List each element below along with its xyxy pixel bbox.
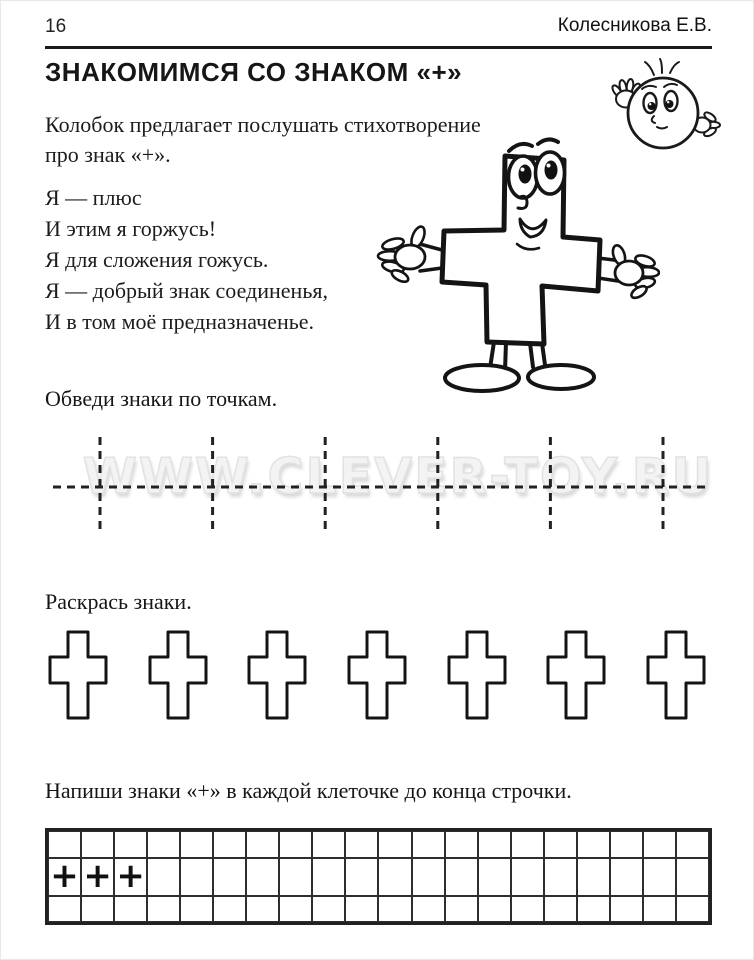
plus-right-hand	[611, 244, 660, 300]
plus-right-foot	[528, 365, 594, 389]
grid-cell	[478, 896, 511, 923]
grid-cell	[610, 831, 643, 858]
plus-nose	[518, 196, 527, 208]
plus-left-eye	[509, 156, 538, 198]
grid-cell	[445, 831, 478, 858]
plus-left-eyebrow	[509, 144, 532, 151]
kolobok-left-hand	[611, 79, 642, 108]
grid-cell	[412, 858, 445, 896]
page-title: ЗНАКОМИМСЯ СО ЗНАКОМ «+»	[45, 57, 463, 87]
cross-outline	[247, 630, 307, 720]
intro-line: Колобок предлагает послушать стихотворение	[45, 112, 481, 137]
grid-cell-plus: +	[48, 858, 81, 896]
grid-cell	[610, 896, 643, 923]
grid-cell	[213, 858, 246, 896]
grid-cell	[445, 896, 478, 923]
grid-cell	[246, 831, 279, 858]
grid-cell	[345, 831, 378, 858]
watermark: WWW.CLEVER-TOY.RU	[82, 448, 714, 505]
cross-outline	[48, 630, 108, 720]
color-crosses-row	[48, 629, 706, 721]
grid-cell	[643, 896, 676, 923]
plus-right-eye	[536, 152, 565, 194]
plus-left-foot	[445, 365, 519, 391]
intro-text	[45, 110, 481, 170]
grid-cell	[180, 896, 213, 923]
grid-cell	[676, 896, 709, 923]
task-label-trace: Обведи знаки по точкам.	[45, 386, 278, 411]
grid-cell	[577, 858, 610, 896]
grid-cell	[478, 831, 511, 858]
grid-cell	[445, 858, 478, 896]
grid-cell	[48, 831, 81, 858]
author-name: Колесникова Е.В.	[557, 15, 712, 36]
plus-left-hand	[378, 225, 427, 284]
cross-outline	[347, 630, 407, 720]
poem-line: И этим я горжусь!	[45, 216, 217, 241]
plus-mouth	[520, 219, 546, 237]
task-label-write: Напиши знаки «+» в каждой клеточке до конца строчки.	[45, 778, 572, 803]
poem-line: Я — плюс	[45, 185, 142, 210]
grid-cell	[378, 831, 411, 858]
grid-cell	[147, 896, 180, 923]
grid-cell	[345, 896, 378, 923]
grid-cell	[511, 831, 544, 858]
grid-cell	[577, 831, 610, 858]
grid-cell	[279, 858, 312, 896]
grid-cell	[676, 831, 709, 858]
page-number: 16	[45, 16, 67, 37]
grid-cell	[643, 831, 676, 858]
grid-cell	[114, 896, 147, 923]
grid-cell	[544, 831, 577, 858]
grid-cell-plus: +	[81, 858, 114, 896]
plus-right-eyebrow	[538, 139, 558, 144]
grid-cell	[610, 858, 643, 896]
grid-cell	[544, 858, 577, 896]
grid-cell	[213, 896, 246, 923]
cross-outline	[447, 630, 507, 720]
trace-row	[45, 433, 712, 537]
trace-crosses-svg	[45, 433, 712, 537]
grid-cell	[180, 831, 213, 858]
grid-cell	[279, 831, 312, 858]
kolobok-left-eye	[644, 93, 657, 113]
grid-cell	[312, 831, 345, 858]
poem-line: И в том моё предназначенье.	[45, 309, 315, 334]
grid-cell	[312, 896, 345, 923]
grid-cell	[412, 831, 445, 858]
grid-cell	[511, 858, 544, 896]
grid-cell	[312, 858, 345, 896]
poem	[45, 182, 328, 337]
task-label-color: Раскрась знаки.	[45, 589, 192, 614]
grid-cell	[511, 896, 544, 923]
intro-line: про знак «+».	[45, 142, 171, 167]
kolobok-head	[628, 78, 698, 148]
grid-cell	[577, 896, 610, 923]
grid-cell	[81, 896, 114, 923]
grid-cell	[378, 858, 411, 896]
kolobok-illustration	[598, 58, 740, 170]
grid-cell	[246, 858, 279, 896]
grid-cell	[114, 831, 147, 858]
poem-line: Я — добрый знак соединенья,	[45, 278, 328, 303]
grid-cell	[676, 858, 709, 896]
grid-cell	[544, 896, 577, 923]
cross-outline	[546, 630, 606, 720]
poem-line: Я для сложения гожусь.	[45, 247, 269, 272]
writing-grid	[45, 828, 712, 925]
grid-cell	[279, 896, 312, 923]
grid-cell	[378, 896, 411, 923]
cross-outline	[646, 630, 706, 720]
grid-cell	[412, 896, 445, 923]
grid-cell	[147, 831, 180, 858]
header-rule	[45, 46, 712, 49]
grid-cell	[180, 858, 213, 896]
kolobok-right-hand	[694, 111, 721, 138]
grid-cell-plus: +	[114, 858, 147, 896]
kolobok-right-eye	[665, 91, 678, 111]
grid-cell	[48, 896, 81, 923]
grid-cell	[345, 858, 378, 896]
grid-cell	[478, 858, 511, 896]
plus-body	[442, 156, 600, 344]
grid-cell	[147, 858, 180, 896]
grid-cell	[81, 831, 114, 858]
grid-cell	[213, 831, 246, 858]
grid-cell	[246, 896, 279, 923]
cross-outline	[148, 630, 208, 720]
grid-cell	[643, 858, 676, 896]
